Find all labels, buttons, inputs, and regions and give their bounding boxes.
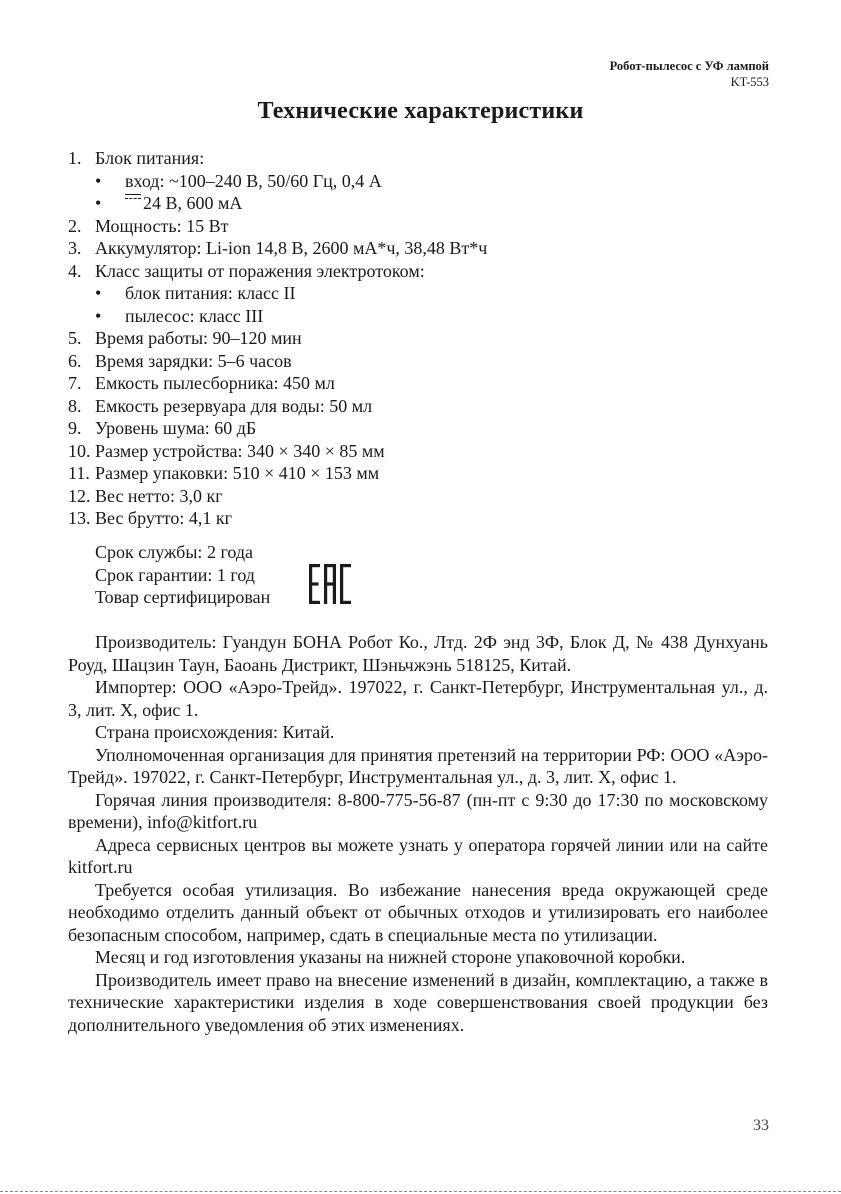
- spec-number: 2.: [68, 215, 82, 236]
- spec-bullet-text: блок питания: класс II: [125, 283, 296, 303]
- spec-bullet: [68, 192, 768, 215]
- service-info: [95, 541, 270, 609]
- spec-number: 3.: [68, 238, 82, 258]
- spec-number: 9.: [68, 418, 82, 438]
- spec-number: 13.: [68, 508, 91, 528]
- spec-number: 1.: [68, 148, 82, 168]
- spec-bullet-text: вход: ~100–240 В, 50/60 Гц, 0,4 А: [125, 170, 382, 191]
- spec-number: 8.: [68, 395, 82, 416]
- bullet-icon: •: [95, 305, 102, 326]
- spec-bullet-text: 24 В, 600 мА: [143, 193, 243, 213]
- spec-bullet-text: пылесос: класс III: [125, 305, 264, 326]
- page-title: Технические характеристики: [257, 98, 584, 124]
- spec-item: [68, 440, 768, 463]
- spec-number: 12.: [68, 485, 91, 506]
- certification-note: Товар сертифицирован: [95, 587, 271, 607]
- spec-bullet: [68, 282, 768, 305]
- paragraph: Страна происхождения: Китай.: [95, 722, 335, 742]
- spec-item: [68, 327, 768, 350]
- spec-number: 11.: [68, 463, 90, 483]
- spec-item: [68, 215, 768, 238]
- spec-item: [68, 462, 768, 485]
- spec-text: Аккумулятор: Li-ion 14,8 В, 2600 мА*ч, 38,48 Вт*ч: [95, 238, 488, 258]
- spec-item: [68, 417, 768, 440]
- spec-text: Размер устройства: 340 × 340 × 85 мм: [95, 440, 385, 461]
- page-number: 33: [753, 1117, 769, 1134]
- paragraph: Горячая линия производителя: 8-800-775-56-87 (пн-пт с 9:30 до 17:30 по московскому времени), info@kitfort.ru: [68, 789, 768, 832]
- spec-item: [68, 395, 768, 418]
- paragraph: Уполномоченная организация для принятия претензий на территории РФ: ООО «Аэро-Трейд». 197022, г. Санкт-Петербург, Инструментальная ул., д. 3, лит. Х, офис 1.: [68, 744, 768, 787]
- paragraph: Производитель имеет право на внесение изменений в дизайн, комплектацию, а также в технические характеристики изделия в ходе совершенствования своей продукции без дополнительного уведомления об этих изменениях.: [68, 969, 768, 1035]
- spec-number: 10.: [68, 440, 91, 461]
- spec-text: Класс защиты от поражения электротоком:: [95, 260, 425, 281]
- service-life: Срок службы: 2 года: [95, 542, 254, 562]
- spec-text: Мощность: 15 Вт: [95, 215, 229, 236]
- spec-bullet: [68, 305, 768, 328]
- spec-text: Вес брутто: 4,1 кг: [95, 508, 232, 528]
- bullet-icon: •: [95, 193, 102, 213]
- spec-text: Размер упаковки: 510 × 410 × 153 мм: [95, 463, 380, 483]
- bullet-icon: •: [95, 170, 102, 191]
- paragraph: Месяц и год изготовления указаны на нижней стороне упаковочной коробки.: [95, 947, 686, 967]
- spec-item: [68, 350, 768, 373]
- spec-item: [68, 237, 768, 260]
- body-text: [68, 631, 768, 1036]
- paragraph: Производитель: Гуандун БОНА Робот Ко., Лтд. 2Ф энд 3Ф, Блок Д, № 438 Дунхуань Роуд, Шацзин Таун, Баоань Дистрикт, Шэньчжэнь 518125, Китай.: [68, 632, 768, 675]
- spec-text: Блок питания:: [95, 148, 205, 168]
- eac-certification-icon: [308, 562, 352, 606]
- spec-text: Емкость резервуара для воды: 50 мл: [95, 395, 373, 416]
- spec-item: [68, 485, 768, 508]
- spec-number: 4.: [68, 260, 82, 281]
- spec-text: Время зарядки: 5–6 часов: [95, 350, 292, 371]
- spec-number: 5.: [68, 328, 82, 348]
- spec-list: [68, 147, 768, 530]
- paragraph: Импортер: ООО «Аэро-Трейд». 197022, г. Санкт-Петербург, Инструментальная ул., д. 3, лит. Х, офис 1.: [68, 677, 768, 720]
- header-product-name: Робот-пылесос с УФ лампой: [609, 59, 769, 73]
- spec-item: [68, 260, 768, 328]
- bullet-icon: •: [95, 283, 102, 303]
- spec-text: Уровень шума: 60 дБ: [95, 418, 257, 438]
- paragraph: Адреса сервисных центров вы можете узнать у оператора горячей линии или на сайте kitfort.ru: [68, 834, 768, 877]
- spec-item: [68, 147, 768, 215]
- spec-number: 6.: [68, 350, 82, 371]
- paragraph: Требуется особая утилизация. Во избежание нанесения вреда окружающей среде необходимо отделить данный объект от обычных отходов и утилизировать его наиболее безопасным способом, например, сдать в специальные места по утилизации.: [68, 879, 768, 945]
- dc-current-icon: [125, 192, 141, 202]
- page-header: [610, 58, 769, 90]
- spec-item: [68, 507, 768, 530]
- bottom-divider: [0, 1191, 841, 1192]
- warranty-period: Срок гарантии: 1 год: [95, 564, 255, 585]
- header-model: KT-553: [730, 75, 769, 89]
- spec-item: [68, 372, 768, 395]
- spec-text: Вес нетто: 3,0 кг: [95, 485, 223, 506]
- spec-number: 7.: [68, 373, 82, 393]
- spec-bullet: [68, 170, 768, 193]
- spec-text: Емкость пылесборника: 450 мл: [95, 373, 335, 393]
- spec-text: Время работы: 90–120 мин: [95, 328, 302, 348]
